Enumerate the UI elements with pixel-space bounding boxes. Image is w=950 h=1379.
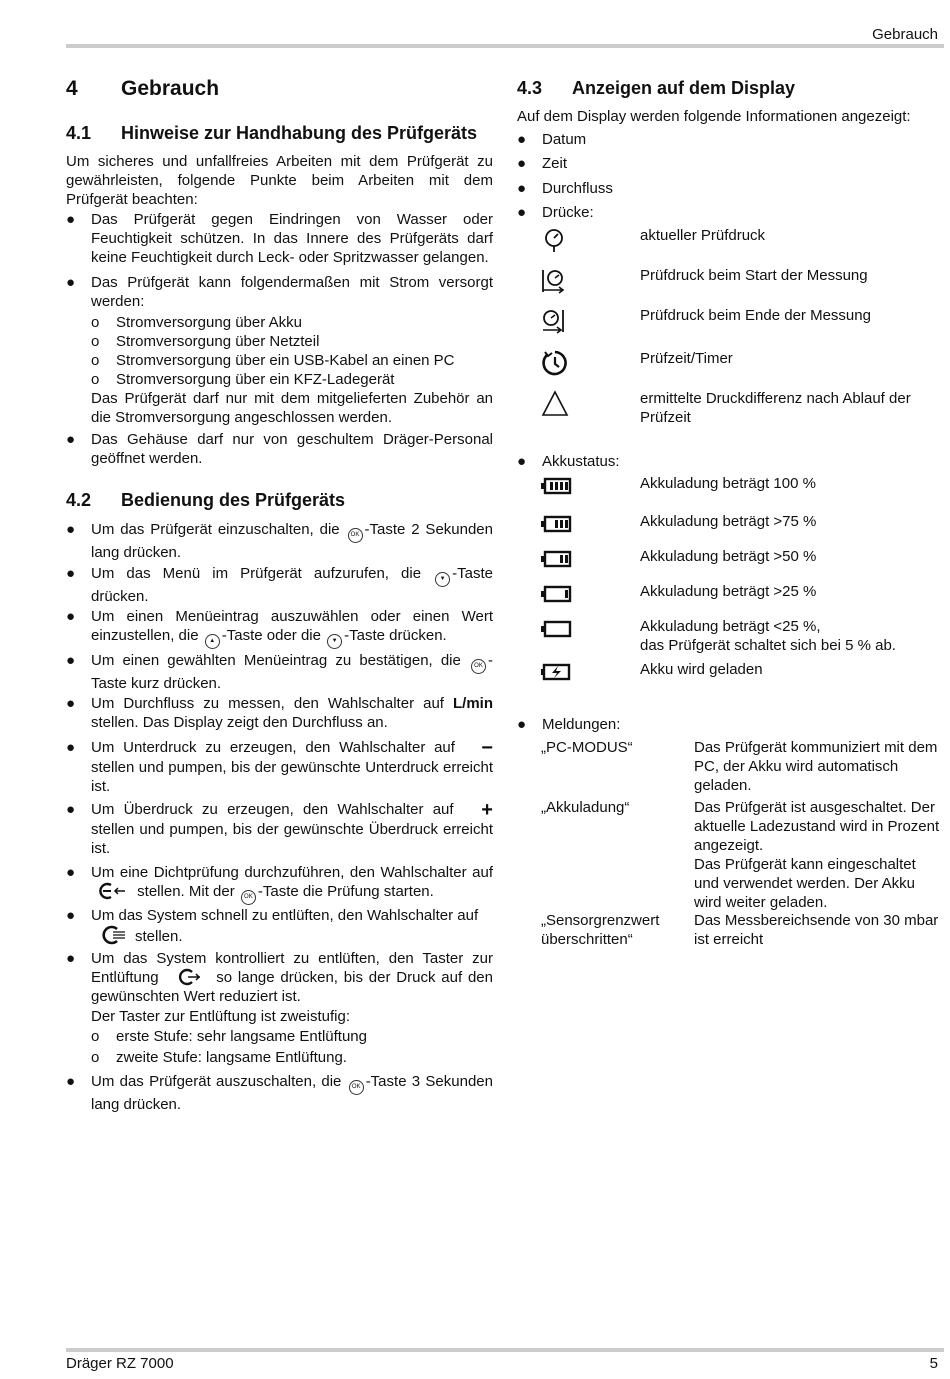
battery-bar (560, 555, 563, 563)
battery-bar (565, 520, 568, 528)
s41-bullet-1: ● Das Prüfgerät gegen Eindringen von Wasser oder Feuchtigkeit schützen. In das Innere des Prüfgeräts darf keine Feuchtigkeit durch Leck- oder Spritzwasser gelangen. (66, 211, 493, 266)
s42-bullet-on: ● Um das Prüfgerät einzuschalten, die OK -Taste 2 Sekunden lang drücken. (66, 521, 493, 561)
timer-icon (541, 349, 577, 377)
display-item-flow: ● Durchfluss (517, 180, 613, 197)
s41-sub-4: o Stromversorgung über ein KFZ-Ladegerät (91, 371, 395, 388)
delta-icon (541, 389, 577, 417)
s41-bullet-2: ● Das Prüfgerät kann folgendermaßen mit Strom versorgt werden: (66, 274, 493, 310)
display-item-messages: ● Meldungen: (517, 716, 621, 733)
s42-bullet-confirm: ● Um einen gewählten Menüeintrag zu bestätigen, die OK -Taste kurz drücken. (66, 652, 493, 692)
s43-intro: Auf dem Display werden folgende Informationen angezeigt: (517, 108, 911, 125)
battery-bar (550, 482, 553, 490)
display-item-pressures: ● Drücke: (517, 204, 594, 221)
plus-icon: + (481, 799, 493, 821)
battery-bar (565, 555, 568, 563)
battery-bar (565, 590, 568, 598)
vent-button-icon (178, 968, 202, 986)
leaktest-icon (97, 882, 127, 900)
s41-note: Das Prüfgerät darf nur mit dem mitgelieferten Zubehör an die Stromversorgung angeschlossen werden. (91, 390, 493, 426)
display-item-date: ● Datum (517, 131, 587, 148)
s42-bullet-flow: ● Um Durchfluss zu messen, den Wahlschalter auf L/min stellen. Das Display zeigt den Durchfluss an. (66, 695, 493, 731)
up-key-icon: ▲ (205, 634, 220, 649)
section-4-2-heading: 4.2 Bedienung des Prüfgeräts (66, 490, 346, 510)
s42-bullet-off: ● Um das Prüfgerät auszuschalten, die OK -Taste 3 Sekunden lang drücken. (66, 1073, 493, 1113)
s42-bullet-leaktest: ● Um eine Dichtprüfung durchzuführen, den Wahlschalter auf stellen. Mit der OK -Taste die Prüfung starten. (66, 863, 493, 905)
s42-bullet-vent-controlled: ● Um das System kontrolliert zu entlüften, den Taster zur Entlüftung so lange drücken, bis der Druck auf den gewünschten Wert reduziert ist. (66, 950, 493, 1005)
footer-rule (66, 1348, 944, 1352)
ok-key-icon: OK (349, 1080, 364, 1095)
footer-product: Dräger RZ 7000 (66, 1355, 174, 1372)
down-key-icon: ▼ (327, 634, 342, 649)
s41-sub-3: o Stromversorgung über ein USB-Kabel an einen PC (91, 352, 455, 369)
s42-bullet-pressure: ● Um Überdruck zu erzeugen, den Wahlschalter auf + stellen und pumpen, bis der gewünschte Überdruck erreicht ist. (66, 799, 493, 857)
gauge-start-icon (541, 266, 577, 294)
s42-bullet-vent-fast: ● Um das System schnell zu entlüften, den Wahlschalter auf stellen. (66, 907, 479, 945)
battery-25-icon (541, 582, 577, 610)
battery-bar (560, 520, 563, 528)
battery-charging-icon (541, 660, 577, 688)
s42-vent-note: Der Taster zur Entlüftung ist zweistufig: (91, 1008, 350, 1025)
running-header: Gebrauch (872, 26, 938, 43)
page-number: 5 (929, 1355, 938, 1372)
s42-bullet-menu: ● Um das Menü im Prüfgerät aufzurufen, die ▼ -Taste drücken. (66, 565, 493, 605)
battery-empty-icon (541, 617, 577, 645)
battery-100-icon (541, 474, 577, 502)
display-item-battery: ● Akkustatus: (517, 453, 620, 470)
s41-sub-1: o Stromversorgung über Akku (91, 314, 302, 331)
ok-key-icon: OK (241, 890, 256, 905)
minus-icon: − (481, 737, 493, 759)
section-4-3-heading: 4.3 Anzeigen auf dem Display (517, 78, 796, 98)
s42-bullet-vacuum: ● Um Unterdruck zu erzeugen, den Wahlschalter auf − stellen und pumpen, bis der gewünschte Unterdruck erreicht ist. (66, 737, 493, 795)
section-4-1-heading: 4.1 Hinweise zur Handhabung des Prüfgeräts (66, 123, 478, 143)
ok-key-icon: OK (348, 528, 363, 543)
battery-bar (555, 520, 558, 528)
down-key-icon: ▼ (435, 572, 450, 587)
ok-key-icon: OK (471, 659, 486, 674)
gauge-icon (541, 226, 577, 254)
s41-sub-2: o Stromversorgung über Netzteil (91, 333, 320, 350)
gauge-end-icon (541, 306, 577, 334)
s42-vent-stage-1: o erste Stufe: sehr langsame Entlüftung (91, 1028, 367, 1045)
display-item-time: ● Zeit (517, 155, 568, 172)
chapter-heading: 4 Gebrauch (66, 77, 220, 100)
battery-bar (560, 482, 563, 490)
s41-bullet-3: ● Das Gehäuse darf nur von geschultem Dräger-Personal geöffnet werden. (66, 431, 493, 467)
battery-bar (555, 482, 558, 490)
battery-50-icon (541, 547, 577, 575)
s41-intro: Um sicheres und unfallfreies Arbeiten mit dem Prüfgerät zu gewährleisten, folgende Punkte beim Arbeiten mit dem Prüfgerät beachten: (66, 153, 493, 208)
s42-vent-stage-2: o zweite Stufe: langsame Entlüftung. (91, 1049, 347, 1066)
battery-bar (565, 482, 568, 490)
s42-bullet-select: ● Um einen Menüeintrag auszuwählen oder einen Wert einzustellen, die ▲ -Taste oder die ▼ -Taste drücken. (66, 607, 493, 649)
vent-icon (101, 925, 127, 945)
header-rule (66, 44, 944, 48)
battery-75-icon (541, 512, 577, 540)
